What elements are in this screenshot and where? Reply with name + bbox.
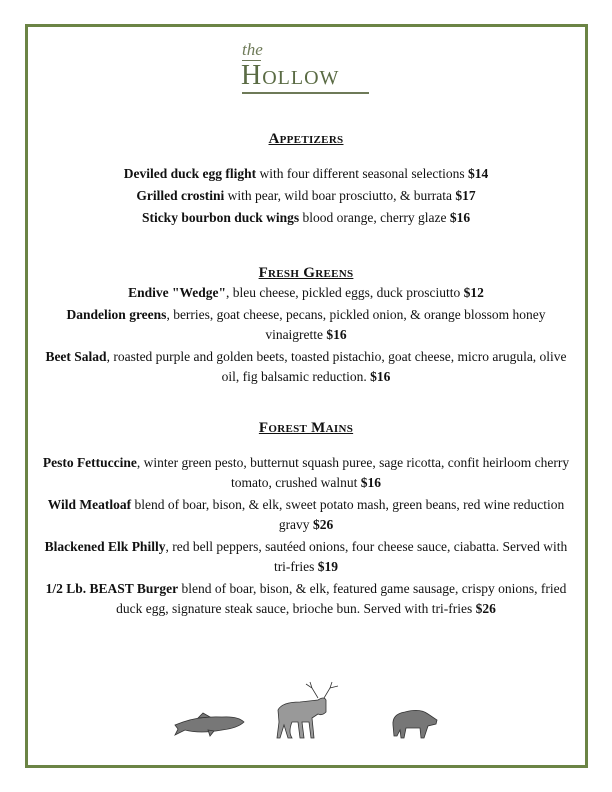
menu-item: Dandelion greens, berries, goat cheese, pecans, pickled onion, & orange blossom honey vinaigrette $16 <box>66 307 546 342</box>
menu-item: Grilled crostini with pear, wild boar prosciutto, & burrata $17 <box>136 188 476 203</box>
logo-underline <box>242 92 369 94</box>
section-heading: Appetizers <box>268 131 344 147</box>
section-forest-mains <box>38 420 574 621</box>
menu-item: Sticky bourbon duck wings blood orange, cherry glaze $16 <box>141 210 471 225</box>
section-fresh-greens <box>38 265 574 389</box>
menu-item: 1/2 Lb. BEAST Burger blend of boar, bison, & elk, featured game sausage, crispy onions, fried duck egg, signature steak sauce, brioche bun. Served with tri-fries $26 <box>45 581 567 616</box>
menu-item: Pesto Fettuccine, winter green pesto, butternut squash puree, sage ricotta, confit heirloom cherry tomato, crushed walnut $16 <box>42 455 570 490</box>
menu-item: Wild Meatloaf blend of boar, bison, & elk, sweet potato mash, green beans, red wine reduction gravy $26 <box>47 497 565 532</box>
section-appetizers <box>38 131 574 230</box>
section-heading: Forest Mains <box>258 420 354 436</box>
menu-item: Endive "Wedge", bleu cheese, pickled eggs, duck prosciutto $12 <box>128 285 484 300</box>
boar-icon <box>393 710 437 738</box>
animal-illustrations <box>0 680 612 760</box>
menu-item: Beet Salad, roasted purple and golden beets, toasted pistachio, goat cheese, micro arugula, olive oil, fig balsamic reduction. $16 <box>45 349 567 384</box>
section-heading: Fresh Greens <box>258 265 354 281</box>
menu-item: Blackened Elk Philly, red bell peppers, sautéed onions, four cheese sauce, ciabatta. Served with tri-fries $19 <box>44 539 568 574</box>
hollow-logo <box>240 40 370 95</box>
elk-icon <box>277 682 338 738</box>
menu-item: Deviled duck egg flight with four different seasonal selections $14 <box>123 166 489 181</box>
trout-icon <box>175 713 244 736</box>
logo-the: the <box>242 40 263 59</box>
logo-name: Hollow <box>241 60 340 91</box>
